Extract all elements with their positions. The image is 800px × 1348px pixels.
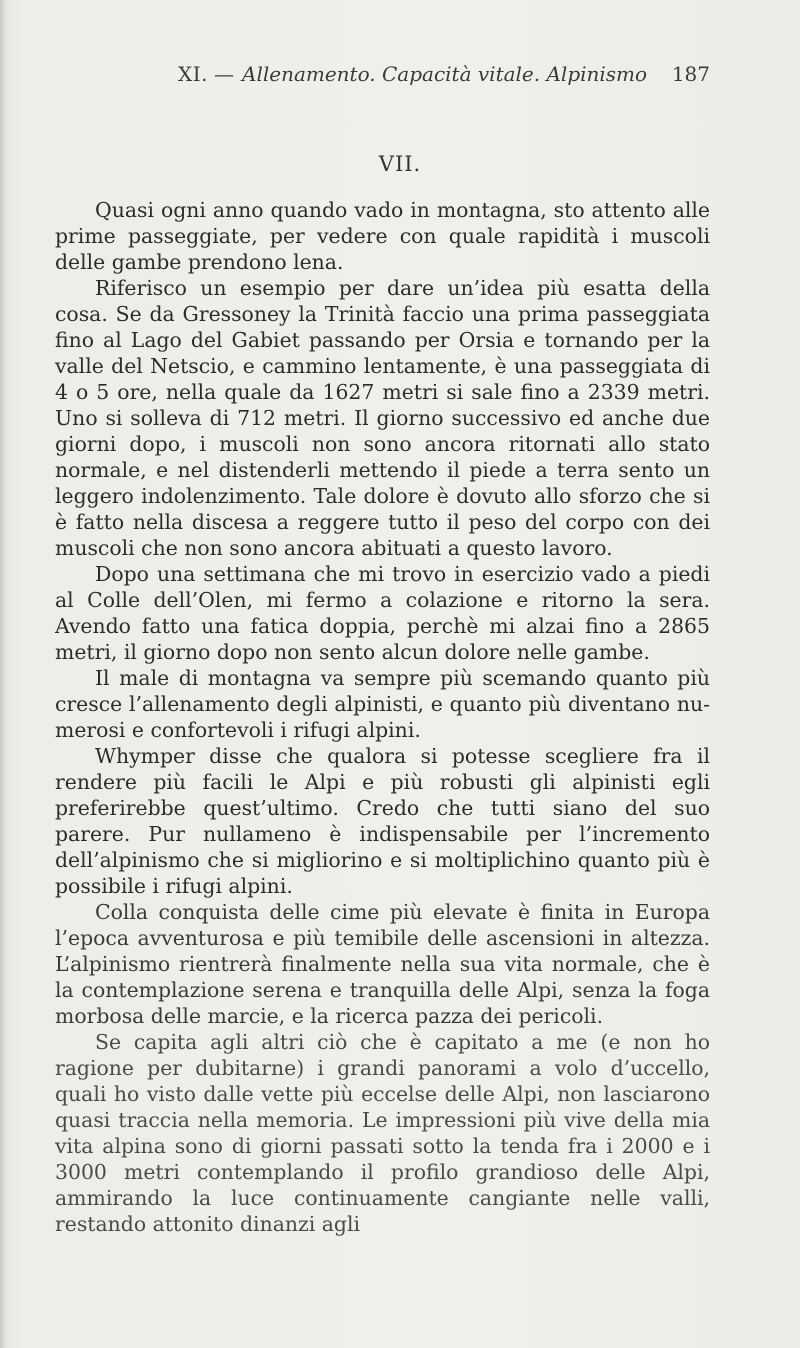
chapter-number: XI. [178,62,208,86]
page-edge-shadow [0,0,6,1348]
paragraph: Il male di montagna va sempre più scemando quanto più cresce l’allenamento degli alpinisti, e quanto più diventano numerosi e confortevoli i rifugi alpini. [55,666,710,742]
section-heading: VII. [378,152,422,176]
paragraph: Quasi ogni anno quando vado in montagna, sto attento alle prime passeggiate, per vedere con quale rapidità i muscoli delle gambe prendono lena. [55,198,710,274]
running-header [178,62,710,90]
page-number: 187 [671,62,710,86]
paragraph: Se capita agli altri ciò che è capitato a me (e non ho ragione per dubitarne) i grandi panorami a volo d’uccello, quali ho visto dalle vette più eccelse delle Alpi, non lasciarono quasi traccia nella memoria. Le impressioni più vive della mia vita alpina sono di giorni passati sotto la tenda fra i 2000 e i 3000 metri contemplando il profilo grandioso delle Alpi, ammirando la luce continuamente cangiante nelle valli, restando attonito dinanzi agli [55,1030,710,1236]
paragraph: Colla conquista delle cime più elevate è finita in Europa l’epoca avventurosa e più temibile delle ascensioni in altezza. L’alpinismo rientrerà finalmente nella sua vita normale, che è la contemplazione serena e tranquilla delle Alpi, senza la foga morbosa delle marcie, e la ricerca pazza dei pericoli. [55,900,710,1028]
paragraph: Dopo una settimana che mi trovo in esercizio vado a piedi al Colle dell’Olen, mi fermo a colazione e ritorno la sera. Avendo fatto una fatica doppia, perchè mi alzai fino a 2865 metri, il giorno dopo non sento alcun dolore nelle gambe. [55,562,710,664]
chapter-title: Allenamento. Capacità vitale. Alpinismo [242,62,648,86]
paragraph: Riferisco un esempio per dare un’idea più esatta della cosa. Se da Gressoney la Trinità faccio una prima passeggiata fino al Lago del Gabiet passando per Orsia e tornando per la valle del Netscio, e cammino lentamente, è una passeggiata di 4 o 5 ore, nella quale da 1627 metri si sale fino a 2339 metri. Uno si solleva di 712 metri. Il giorno successivo ed anche due giorni dopo, i muscoli non sono ancora ritornati allo stato normale, e nel distenderli mettendo il piede a terra sento un leggero indolenzimento. Tale dolore è dovuto allo sforzo che si è fatto nella discesa a reggere tutto il peso del corpo con dei muscoli che non sono ancora abituati a questo lavoro. [55,276,710,560]
paragraph: Whymper disse che qualora si potesse scegliere fra il rendere più facili le Alpi e più robusti gli alpinisti egli preferirebbe quest’ultimo. Credo che tutti siano del suo parere. Pur nullameno è indispensabile per l’incremento dell’alpinismo che si migliorino e si moltiplichino quanto più è possibile i rifugi alpini. [55,744,710,898]
body-text [55,197,710,1237]
header-dash: — [214,62,234,86]
